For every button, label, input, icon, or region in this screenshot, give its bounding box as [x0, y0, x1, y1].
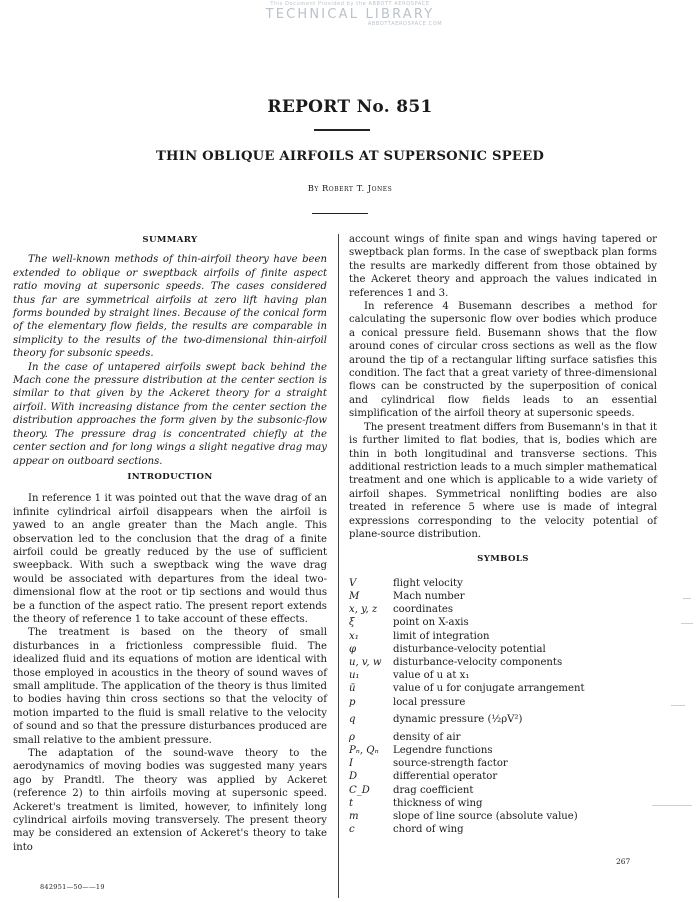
body-paragraph: account wings of finite span and wings having tapered or sweptback plan forms. In the case of sweptback plan forms the results are markedly different from those obtained by the Ackeret theory and approach the values indicated in references 1 and 3. [349, 234, 657, 299]
symbol: ρ [349, 731, 355, 743]
report-number: REPORT No. 851 [267, 97, 433, 117]
symbol-meaning: flight velocity [393, 577, 463, 589]
symbol: C_D [349, 784, 370, 796]
symbol: ū [349, 683, 356, 695]
watermark-line-2: TECHNICAL LIBRARY [265, 7, 435, 22]
symbol: Pₙ, Qₙ [349, 744, 379, 756]
page-number: 267 [616, 857, 631, 866]
title-rule-top [314, 129, 370, 131]
watermark [0, 2, 700, 27]
symbol: I [349, 758, 353, 770]
symbol-meaning: local pressure [393, 696, 466, 708]
right-column [349, 233, 657, 836]
symbol: M [349, 590, 360, 602]
symbol-meaning: density of air [393, 731, 461, 743]
body-paragraph: The adaptation of the sound-wave theory to the aerodynamics of moving bodies was suggested many years ago by Prandtl. The theory was applied by Ackeret (reference 2) to thin airfoils moving at supersonic speed. Ackeret's treatment is limited, however, to infinitely long cylindrical airfoils moving transversely. The present theory may be considered an extension of Ackeret's theory to take into [13, 748, 327, 853]
body-paragraph: In reference 4 Busemann describes a method for calculating the supersonic flow over bodies which produce a conical pressure field. Busemann shows that the flow around cones of circular cross sections as well as the flow around the tip of a rectangular lifting surface satisfies this condition. The fact that a great variety of three-dimensional flows can be constructed by the superposition of conical and cylindrical flow fields leads to an essential simplification of the airfoil theory at supersonic speeds. [349, 301, 657, 420]
symbol: c [349, 824, 355, 836]
symbol: D [349, 771, 358, 783]
symbol: V [349, 577, 357, 589]
body-paragraph: The present treatment differs from Busemann's in that it is further limited to flat bodies, that is, bodies which are thin in both longitudinal and transverse sections. This additional restriction leads to a much simpler mathematical treatment and one which is applicable to a wide variety of airfoil shapes. Symmetrical nonlifting bodies are also treated in reference 5 where use is made of integral expressions corresponding to the velocity potential of plane-source distribution. [349, 421, 657, 540]
symbol-meaning: point on X-axis [393, 617, 469, 629]
print-code: 842951—50——19 [40, 883, 105, 891]
summary-heading: SUMMARY [142, 235, 198, 245]
symbol: u, v, w [349, 656, 382, 668]
introduction-heading: INTRODUCTION [127, 471, 213, 482]
symbol-meaning: disturbance-velocity potential [393, 643, 546, 655]
symbol: ξ [349, 617, 355, 629]
symbol-meaning: thickness of wing [393, 797, 483, 809]
watermark-line-1: This Document Provided by the ABBOTT AEROSPACE [270, 1, 430, 7]
symbol-meaning: drag coefficient [393, 784, 474, 796]
symbol-meaning: value of u for conjugate arrangement [393, 683, 585, 695]
author-line: By Robert T. Jones [307, 183, 393, 193]
symbol: u₁ [349, 670, 360, 682]
symbol: m [349, 811, 359, 822]
symbol: x, y, z [349, 604, 378, 616]
symbol-meaning: coordinates [393, 604, 454, 616]
symbol-meaning: dynamic pressure (½ρV²) [393, 713, 523, 725]
paper-title: THIN OBLIQUE AIRFOILS AT SUPERSONIC SPEED [156, 149, 544, 164]
symbol-meaning: limit of integration [393, 630, 490, 642]
symbol-meaning: slope of line source (absolute value) [393, 811, 578, 822]
symbol-meaning: Legendre functions [393, 744, 493, 756]
symbol: φ [349, 643, 357, 655]
left-column [13, 234, 327, 854]
title-rule-bottom [312, 213, 368, 214]
column-divider [338, 234, 339, 898]
watermark-line-3: ABBOTTAEROSPACE.COM [367, 21, 443, 27]
symbol: q [349, 713, 356, 725]
symbol-meaning: disturbance-velocity components [393, 656, 563, 668]
symbol-meaning: Mach number [393, 590, 465, 602]
symbol: x₁ [349, 630, 359, 642]
body-paragraph: The treatment is based on the theory of small disturbances in a frictionless compressible fluid. The idealized fluid and its equations of motion are identical with those employed in acoustics in the theory of sound waves of small amplitude. The application of the theory is thus limited to bodies having thin cross sections so that the velocity of motion imparted to the fluid is small relative to the velocity of sound and so that the pressure disturbances produced are small relative to the ambient pressure. [13, 627, 327, 746]
symbols-heading: SYMBOLS [477, 554, 529, 565]
body-paragraph: In reference 1 it was pointed out that the wave drag of an infinite cylindrical airfoil disappears when the airfoil is yawed to an angle greater than the Mach angle. This observation led to the conclusion that the drag of a finite airfoil could be greatly reduced by the use of sufficient sweepback. With such a sweptback wing the wave drag would be associated with departures from the ideal two-dimensional flow at the root or tip sections and would thus be a function of the aspect ratio. The present report extends the theory of reference 1 to take account of these effects. [13, 493, 327, 625]
summary-paragraph: In the case of untapered airfoils swept back behind the Mach cone the pressure distribution at the center section is similar to that given by the Ackeret theory for a straight airfoil. With increasing distance from the center section the distribution approaches the form given by the subsonic-flow theory. The pressure drag is concentrated chiefly at the center section and for long wings a slight negative drag may appear on outboard sections. [13, 361, 327, 467]
scan-speck [681, 623, 693, 624]
scan-speck [652, 805, 692, 806]
scan-speck [683, 598, 691, 599]
summary-paragraph: The well-known methods of thin-airfoil theory have been extended to oblique or sweptback airfoils of finite aspect ratio moving at supersonic speeds. The cases considered thus far are symmetrical airfoils at zero lift having plan forms bounded by straight lines. Because of the conical form of the elementary flow fields, the results are comparable in simplicity to the results of the two-dimensional thin-airfoil theory for subsonic speeds. [13, 254, 327, 360]
symbol: p [349, 696, 356, 708]
symbol-meaning: source-strength factor [393, 758, 508, 770]
symbol-meaning: differential operator [393, 771, 498, 783]
symbol-meaning: chord of wing [393, 824, 464, 836]
symbol-meaning: value of u at x₁ [393, 670, 470, 682]
symbols-list [349, 577, 657, 837]
symbol: t [349, 797, 354, 809]
scan-speck [671, 705, 685, 706]
